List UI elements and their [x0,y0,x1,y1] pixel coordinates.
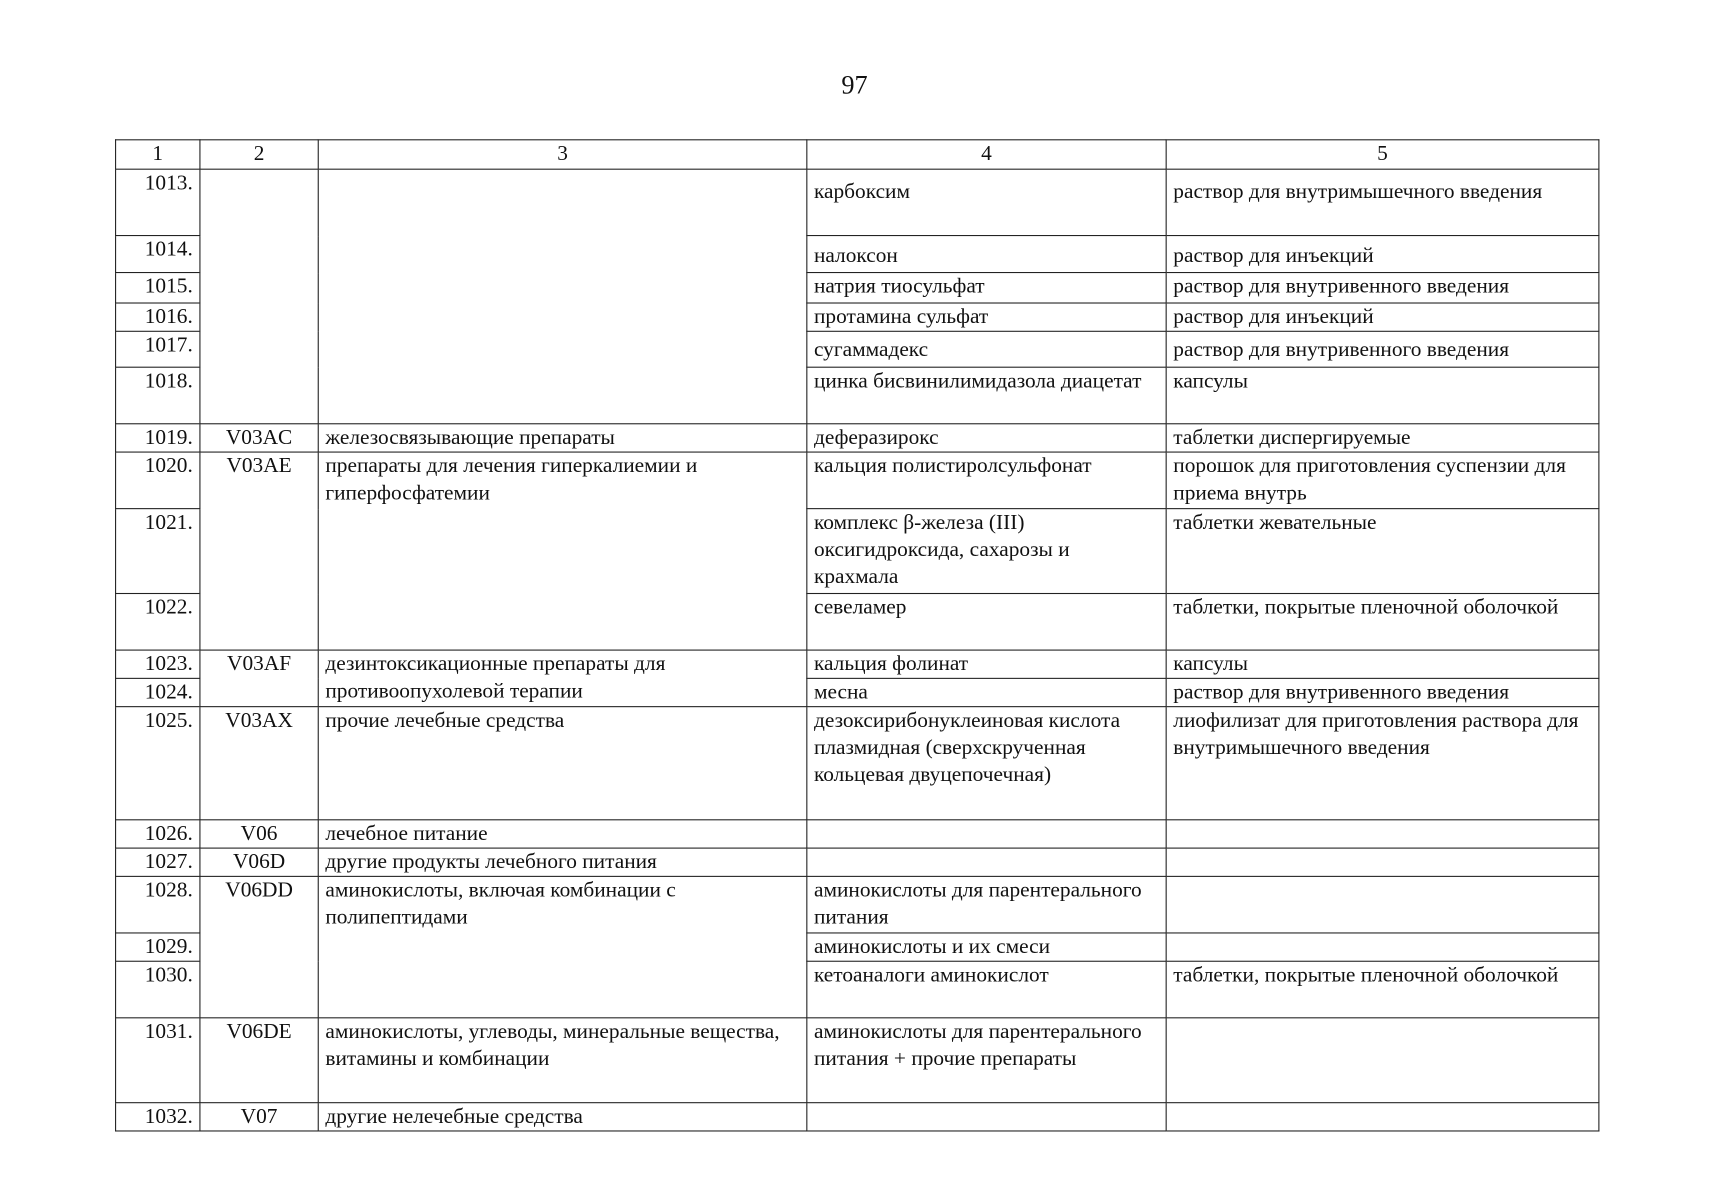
table-row [116,1103,1599,1131]
column-header: 4 [807,140,1166,169]
substance-cell: цинка бисвинилимидазола диацетат [807,367,1166,424]
row-number: 1028. [116,876,200,933]
row-number: 1024. [116,678,200,706]
substance-cell: аминокислоты для парентерального питания + прочие препараты [807,1018,1166,1103]
row-number: 1022. [116,594,200,651]
row-number: 1031. [116,1018,200,1103]
substance-cell: протамина сульфат [807,303,1166,331]
row-number: 1032. [116,1103,200,1131]
substance-cell: кетоаналоги аминокислот [807,961,1166,1018]
atc-code-cell: V06DE [200,1018,318,1103]
column-header: 3 [318,140,807,169]
drug-registry-table [115,139,1599,1131]
dosage-form-cell: таблетки диспергируемые [1166,424,1599,452]
dosage-form-cell: лиофилизат для приготовления раствора для внутримышечного введения [1166,707,1599,820]
substance-cell: деферазирокс [807,424,1166,452]
dosage-form-cell: раствор для внутривенного введения [1166,331,1599,367]
atc-code-cell: V06 [200,820,318,848]
dosage-form-cell: раствор для инъекций [1166,236,1599,273]
atc-group-cell: препараты для лечения гиперкалиемии и гиперфосфатемии [318,452,807,650]
atc-code-cell [200,169,318,424]
table-row [116,848,1599,876]
substance-cell: натрия тиосульфат [807,273,1166,303]
dosage-form-cell: раствор для внутривенного введения [1166,678,1599,706]
atc-code-cell: V06D [200,848,318,876]
dosage-form-cell [1166,933,1599,961]
substance-cell: кальция полистиролсульфонат [807,452,1166,509]
table-row [116,820,1599,848]
substance-cell [807,848,1166,876]
dosage-form-cell [1166,1018,1599,1103]
substance-cell: кальция фолинат [807,650,1166,678]
table-row [116,650,1599,678]
row-number: 1029. [116,933,200,961]
row-number: 1019. [116,424,200,452]
column-header: 1 [116,140,200,169]
column-header: 5 [1166,140,1599,169]
dosage-form-cell: капсулы [1166,650,1599,678]
substance-cell [807,1103,1166,1131]
dosage-form-cell: капсулы [1166,367,1599,424]
substance-cell: аминокислоты и их смеси [807,933,1166,961]
dosage-form-cell: таблетки, покрытые пленочной оболочкой [1166,961,1599,1018]
dosage-form-cell: таблетки, покрытые пленочной оболочкой [1166,594,1599,651]
atc-group-cell: дезинтоксикационные препараты для противоопухолевой терапии [318,650,807,707]
substance-cell: аминокислоты для парентерального питания [807,876,1166,933]
atc-code-cell: V07 [200,1103,318,1131]
dosage-form-cell: таблетки жевательные [1166,509,1599,594]
substance-cell: сугаммадекс [807,331,1166,367]
table-row [116,1018,1599,1103]
dosage-form-cell [1166,876,1599,933]
dosage-form-cell [1166,820,1599,848]
table-row [116,876,1599,933]
atc-group-cell: аминокислоты, углеводы, минеральные вещества, витамины и комбинации [318,1018,807,1103]
table-row [116,424,1599,452]
atc-code-cell: V03AX [200,707,318,820]
atc-group-cell [318,169,807,424]
row-number: 1014. [116,236,200,273]
row-number: 1030. [116,961,200,1018]
substance-cell [807,820,1166,848]
substance-cell: дезоксирибонуклеиновая кислота плазмидная (сверхскрученная кольцевая двуцепочечная) [807,707,1166,820]
row-number: 1021. [116,509,200,594]
dosage-form-cell [1166,1103,1599,1131]
atc-group-cell: лечебное питание [318,820,807,848]
row-number: 1013. [116,169,200,235]
dosage-form-cell: порошок для приготовления суспензии для приема внутрь [1166,452,1599,509]
row-number: 1018. [116,367,200,424]
substance-cell: севеламер [807,594,1166,651]
atc-group-cell: прочие лечебные средства [318,707,807,820]
column-header: 2 [200,140,318,169]
row-number: 1020. [116,452,200,509]
dosage-form-cell: раствор для внутримышечного введения [1166,169,1599,235]
atc-code-cell: V06DD [200,876,318,1017]
substance-cell: налоксон [807,236,1166,273]
row-number: 1027. [116,848,200,876]
row-number: 1016. [116,303,200,331]
atc-group-cell: другие продукты лечебного питания [318,848,807,876]
row-number: 1025. [116,707,200,820]
atc-code-cell: V03AC [200,424,318,452]
dosage-form-cell: раствор для инъекций [1166,303,1599,331]
table-header-row [116,140,1599,169]
atc-group-cell: аминокислоты, включая комбинации с полипептидами [318,876,807,1017]
table-row [116,169,1599,235]
row-number: 1017. [116,331,200,367]
atc-group-cell: железосвязывающие препараты [318,424,807,452]
atc-code-cell: V03AE [200,452,318,650]
atc-code-cell: V03AF [200,650,318,707]
substance-cell: карбоксим [807,169,1166,235]
atc-group-cell: другие нелечебные средства [318,1103,807,1131]
table-row [116,452,1599,509]
dosage-form-cell [1166,848,1599,876]
row-number: 1026. [116,820,200,848]
substance-cell: комплекс β-железа (III) оксигидроксида, сахарозы и крахмала [807,509,1166,594]
table-row [116,707,1599,820]
substance-cell: месна [807,678,1166,706]
page-number: 97 [841,71,868,101]
row-number: 1015. [116,273,200,303]
dosage-form-cell: раствор для внутривенного введения [1166,273,1599,303]
row-number: 1023. [116,650,200,678]
